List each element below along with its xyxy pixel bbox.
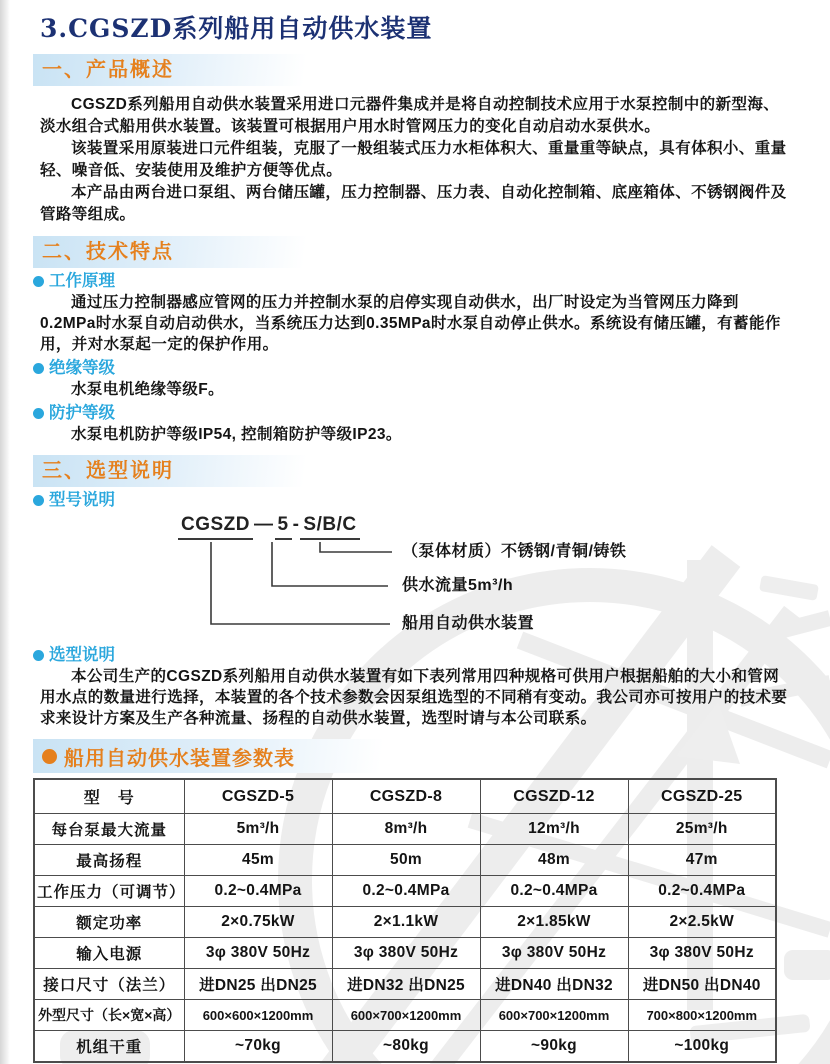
bullet-dot-icon <box>33 650 44 661</box>
table-row-max-head <box>34 845 776 876</box>
table-cell: 50m <box>332 845 480 876</box>
table-cell: 48m <box>480 845 628 876</box>
row-label: 工作压力（可调节） <box>34 876 184 907</box>
table-cell: 600×700×1200mm <box>332 1000 480 1031</box>
model-series-token: CGSZD <box>178 514 253 540</box>
table-cell: ~90kg <box>480 1031 628 1063</box>
table-cell: 600×600×1200mm <box>184 1000 332 1031</box>
selection-note-label <box>33 646 790 665</box>
table-cell: 3φ 380V 50Hz <box>332 938 480 969</box>
table-header-cell: 型 号 <box>34 779 184 814</box>
table-header-row <box>34 779 776 814</box>
table-cell: 0.2~0.4MPa <box>628 876 776 907</box>
callout-flow-rate: 供水流量5m³/h <box>402 577 514 594</box>
selection-note-text: 本公司生产的CGSZD系列船用自动供水装置有如下表列常用四种规格可供用户根据船舶的大小和管网用水点的数量进行选择，本装置的各个技术参数会因泵组选型的不同稍有变动。我公司亦可按用户的技术要求来设计方案及生产各种流量、扬程的自动供水装置，选型时请与本公司联系。 <box>40 668 788 727</box>
section-heading-features: 二、技术特点 <box>33 236 364 268</box>
feature-item-insulation-class <box>33 359 790 378</box>
model-dash: — <box>254 514 274 535</box>
table-cell: 47m <box>628 845 776 876</box>
table-cell: 25m³/h <box>628 814 776 845</box>
overview-paragraphs <box>40 94 790 226</box>
model-code-string <box>178 514 360 540</box>
table-cell: 2×1.85kW <box>480 907 628 938</box>
table-cell: ~100kg <box>628 1031 776 1063</box>
table-cell: 45m <box>184 845 332 876</box>
model-material-token: S/B/C <box>300 514 359 540</box>
page-left-edge <box>0 0 10 1064</box>
table-cell: 3φ 380V 50Hz <box>184 938 332 969</box>
table-cell: ~70kg <box>184 1031 332 1063</box>
table-cell: 700×800×1200mm <box>628 1000 776 1031</box>
table-row-flange-size <box>34 969 776 1000</box>
table-header-cell: CGSZD-25 <box>628 779 776 814</box>
section-heading-overview: 一、产品概述 <box>33 54 364 86</box>
row-label: 最高扬程 <box>34 845 184 876</box>
row-label: 机组干重 <box>34 1031 184 1063</box>
table-cell: 0.2~0.4MPa <box>332 876 480 907</box>
selection-note-title: 选型说明 <box>49 646 115 664</box>
table-cell: 5m³/h <box>184 814 332 845</box>
table-cell: 0.2~0.4MPa <box>184 876 332 907</box>
model-flow-token: 5 <box>275 514 292 540</box>
row-label: 每台泵最大流量 <box>34 814 184 845</box>
parameters-table <box>33 778 777 1063</box>
bullet-dot-icon <box>33 363 44 374</box>
overview-paragraph: 本产品由两台进口泵组、两台储压罐，压力控制器、压力表、自动化控制箱、底座箱体、不锈钢阀件及管路等组成。 <box>40 184 787 223</box>
table-header-cell: CGSZD-12 <box>480 779 628 814</box>
feature-text: 水泵电机绝缘等级F。 <box>71 381 224 398</box>
table-row-power-supply <box>34 938 776 969</box>
table-row-dry-weight <box>34 1031 776 1063</box>
table-row-dimensions <box>34 1000 776 1031</box>
row-label: 接口尺寸（法兰） <box>34 969 184 1000</box>
model-designation-label <box>33 491 790 510</box>
feature-item-protection-class <box>33 404 790 423</box>
feature-item-working-principle <box>33 272 790 291</box>
table-row-rated-power <box>34 907 776 938</box>
section-heading-selection: 三、选型说明 <box>33 455 364 487</box>
parameters-table-heading <box>33 739 428 773</box>
table-cell: 8m³/h <box>332 814 480 845</box>
callout-pump-material: （泵体材质）不锈钢/青铜/铸铁 <box>402 543 627 560</box>
parameters-table-title: 船用自动供水装置参数表 <box>64 747 295 770</box>
bullet-dot-icon <box>33 408 44 419</box>
feature-label: 工作原理 <box>49 272 115 290</box>
callout-device-name: 船用自动供水装置 <box>402 615 535 632</box>
table-header-cell: CGSZD-5 <box>184 779 332 814</box>
feature-text: 水泵电机防护等级IP54, 控制箱防护等级IP23。 <box>71 426 402 443</box>
overview-paragraph: 该装置采用原装进口元件组装，克服了一般组装式压力水柜体积大、重量重等缺点，具有体积小、重量轻、噪音低、安装使用及维护方便等优点。 <box>40 140 787 179</box>
table-cell: 0.2~0.4MPa <box>480 876 628 907</box>
table-cell: 3φ 380V 50Hz <box>628 938 776 969</box>
table-row-working-pressure <box>34 876 776 907</box>
table-cell: 进DN40 出DN32 <box>480 969 628 1000</box>
table-cell: 2×2.5kW <box>628 907 776 938</box>
model-code-diagram <box>40 514 790 642</box>
feature-label: 防护等级 <box>49 404 115 422</box>
feature-label: 绝缘等级 <box>49 359 115 377</box>
bullet-dot-icon <box>33 495 44 506</box>
table-cell: 3φ 380V 50Hz <box>480 938 628 969</box>
row-label: 额定功率 <box>34 907 184 938</box>
table-cell: 600×700×1200mm <box>480 1000 628 1031</box>
overview-paragraph: CGSZD系列船用自动供水装置采用进口元器件集成并是将自动控制技术应用于水泵控制中的新型海、淡水组合式船用供水装置。该装置可根据用户用水时管网压力的变化自动启动水泵供水。 <box>40 96 780 135</box>
model-dash: - <box>292 514 300 535</box>
table-cell: 进DN25 出DN25 <box>184 969 332 1000</box>
row-label: 输入电源 <box>34 938 184 969</box>
table-cell: 2×0.75kW <box>184 907 332 938</box>
bullet-dot-icon <box>42 749 57 764</box>
table-cell: 进DN50 出DN40 <box>628 969 776 1000</box>
table-cell: 进DN32 出DN25 <box>332 969 480 1000</box>
bullet-dot-icon <box>33 276 44 287</box>
table-cell: 2×1.1kW <box>332 907 480 938</box>
model-section-label: 型号说明 <box>49 491 115 509</box>
page-title: 3.CGSZD系列船用自动供水装置 <box>40 14 433 43</box>
table-cell: ~80kg <box>332 1031 480 1063</box>
row-label: 外型尺寸（长×宽×高） <box>34 1000 184 1031</box>
table-cell: 12m³/h <box>480 814 628 845</box>
table-row-max-flow <box>34 814 776 845</box>
feature-text: 通过压力控制器感应管网的压力并控制水泵的启停实现自动供水，出厂时设定为当管网压力降到0.2MPa时水泵自动启动供水，当系统压力达到0.35MPa时水泵自动停止供水。系统设有储压罐，有蓄能作用，并对水泵起一定的保护作用。 <box>40 294 781 353</box>
table-header-cell: CGSZD-8 <box>332 779 480 814</box>
